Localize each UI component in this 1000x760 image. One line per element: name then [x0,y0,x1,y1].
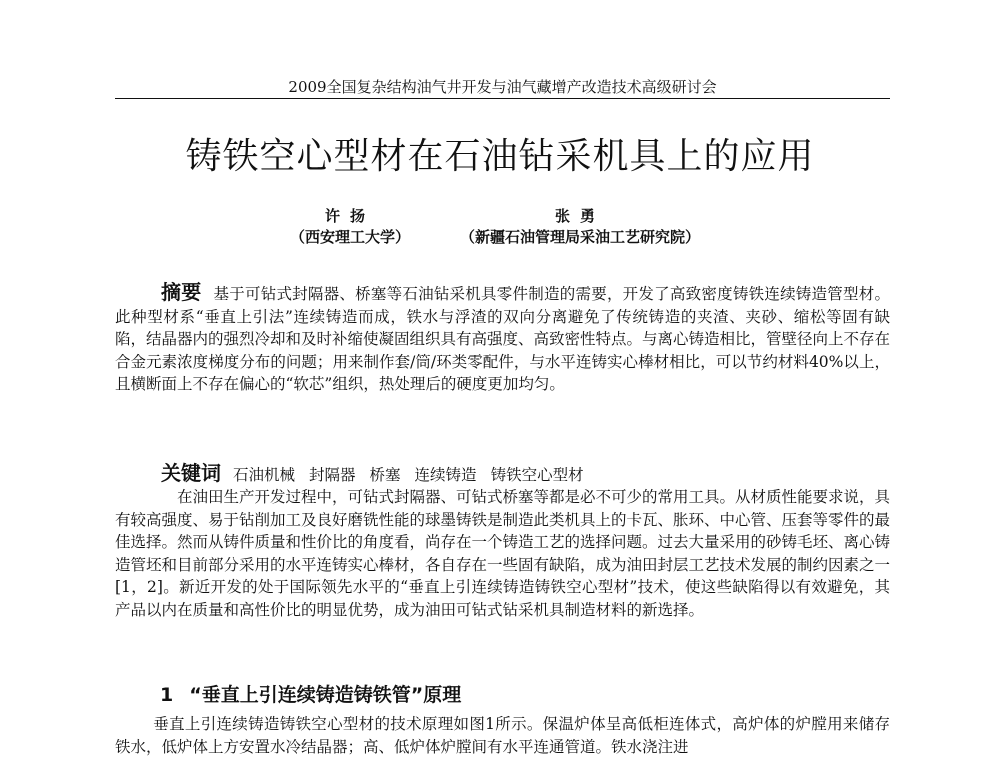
conference-header: 2009全国复杂结构油气井开发与油气藏增产改造技术高级研讨会 [115,78,890,99]
abstract-label: 摘要 [161,280,202,304]
keyword: 铸铁空心型材 [490,466,584,484]
keyword: 连续铸造 [414,466,477,484]
author-2 [430,206,730,248]
intro-text: 在油田生产开发过程中，可钻式封隔器、可钻式桥塞等都是必不可少的常用工具。从材质性能要求说，具有较高强度、易于钻削加工及良好磨铣性能的球墨铸铁是制造此类机具上的卡瓦、胀环、中心管、压套等零件的最佳选择。然而从铸件质量和性价比的角度看，尚存在一个铸造工艺的选择问题。过去大量采用的砂铸毛坯、离心铸造管坯和目前部分采用的水平连铸实心棒材，各自存在一些固有缺陷，成为油田封层工艺技术发展的制约因素之一[1，2]。新近开发的处于国际领先水平的“垂直上引连续铸造铸铁空心型材”技术，使这些缺陷得以有效避免，其产品以内在质量和高性价比的明显优势，成为油田可钻式钻采机具制造材料的新选择。 [115,488,891,619]
author-affiliation: （西安理工大学） [289,228,410,246]
section-title: “垂直上引连续铸造铸铁管”原理 [189,684,462,706]
author-block [0,206,1000,256]
section-heading [160,683,461,707]
intro-paragraph [115,486,890,622]
section-text: 垂直上引连续铸造铸铁空心型材的技术原理如图1所示。保温炉体呈高低柜连体式，高炉体的炉膛用来储存铁水，低炉体上方安置水冷结晶器；高、低炉体炉膛间有水平连通管道。铁水浇注进 [115,715,890,756]
keywords-label: 关键词 [161,461,221,485]
section-number: 1 [160,684,174,706]
keyword: 封隔器 [309,466,356,484]
author-1 [270,206,430,248]
section-paragraph [115,713,890,758]
keyword: 石油机械 [233,466,296,484]
abstract-text: 基于可钻式封隔器、桥塞等石油钻采机具零件制造的需要，开发了高致密度铸铁连续铸造管型材。此种型材系“垂直上引法”连续铸造而成，铁水与浮渣的双向分离避免了传统铸造的夹渣、夹砂、缩松等固有缺陷，结晶器内的强烈冷却和及时补缩使凝固组织具有高强度、高致密性特点。与离心铸造相比，管壁径向上不存在合金元素浓度梯度分布的问题；用来制作套/筒/环类零配件，与水平连铸实心棒材相比，可以节约材料40%以上，且横断面上不存在偏心的“软芯”组织，热处理后的硬度更加均匀。 [115,285,891,394]
abstract [115,281,890,396]
paper-title: 铸铁空心型材在石油钻采机具上的应用 [185,136,815,177]
keywords [115,462,890,487]
author-name: 张勇 [554,207,605,225]
keyword: 桥塞 [369,466,401,484]
author-affiliation: （新疆石油管理局采油工艺研究院） [459,228,700,246]
author-name: 许扬 [324,207,375,225]
